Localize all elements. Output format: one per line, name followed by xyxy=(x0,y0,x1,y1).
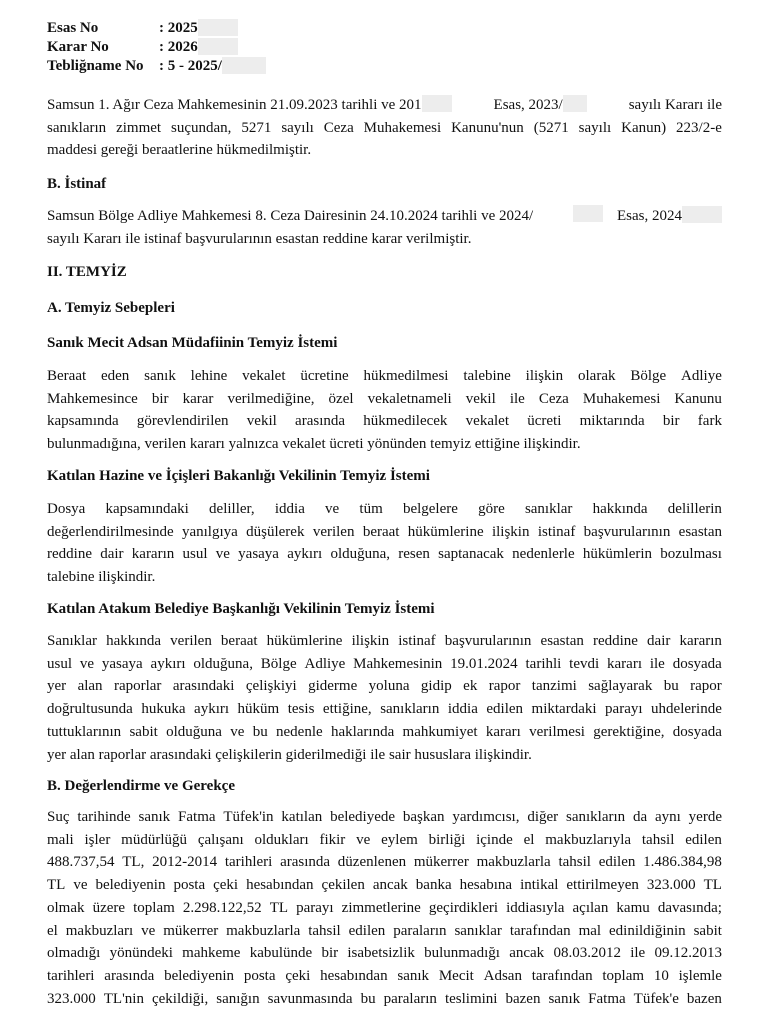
text-line xyxy=(47,410,722,433)
text-line xyxy=(47,675,722,698)
teblig-value: : 5 - 2025/ xyxy=(159,58,222,74)
esas-row xyxy=(47,19,266,38)
text-run: Esas, 2023/ xyxy=(493,97,563,113)
text-line: talebine ilişkindir. xyxy=(47,569,156,586)
text-line xyxy=(47,94,722,117)
text-run: el makbuzları ve mükerrer makbuzlarla tahsil edilen paraların sanıklar tarafından mal edinildiğinin sabit xyxy=(47,922,722,939)
paragraph-ilk-derece xyxy=(47,94,722,162)
text-line xyxy=(47,920,722,943)
text-run: doğrultusunda hukuka aykırı hüküm tesis ettiğine, sanıkların iddia edilen miktardaki parayı uhdelerinde xyxy=(47,701,722,718)
teblig-label: Tebliğname No xyxy=(47,58,144,74)
text-run: Beraat eden sanık lehine vekalet ücretine hükmedilmesi talebine ilişkin olarak Bölge Adliye xyxy=(47,368,722,384)
heading-istinaf: B. İstinaf xyxy=(47,176,107,192)
text-run: TL ve belediyenin posta çeki hesabından çekilen ancak banka hesabına intikal ettirilmeyen 323.000 TL xyxy=(47,877,722,894)
paragraph-degerlendirme xyxy=(47,806,722,1010)
text-line xyxy=(47,988,722,1011)
text-run: reddine dair kararın usul ve yasaya aykırı olduğuna, resen saptanacak nedenlerle hükümlerin bozulması xyxy=(47,546,722,563)
text-run: kapsamında görevlendirilen vekil arasında hükmedilecek vekalet ücreti miktarında bir fark xyxy=(47,413,722,430)
text-run: 323.000 TL'nin çekildiği, sanığın savunmasında bu paraların teslimini bazen sanık Fatma Tüfek'e bazen xyxy=(47,990,722,1007)
text-run: yer alan raporlar arasındaki çelişkiyi giderme yoluna gidip ek rapor tanzimi sağlayarak bu rapor xyxy=(47,678,722,695)
text-run: usul ve yasaya aykırı olduğuna, Bölge Adliye Mahkemesinin 19.01.2024 tarihli tevdi kararı ile dosyada xyxy=(47,655,722,672)
text-line xyxy=(47,543,722,566)
heading-mecit-adsan: Sanık Mecit Adsan Müdafiinin Temyiz İstemi xyxy=(47,335,338,351)
text-run: sanıkların zimmet suçundan, 5271 sayılı Ceza Muhakemesi Kanunu'nun (5271 sayılı Kanun) 223/2-e xyxy=(47,119,722,136)
heading-hazine: Katılan Hazine ve İçişleri Bakanlığı Vekilinin Temyiz İstemi xyxy=(47,468,430,484)
text-line xyxy=(47,942,722,965)
text-line xyxy=(47,630,722,653)
karar-row xyxy=(47,38,266,57)
text-line xyxy=(47,829,722,852)
heading-atakum: Katılan Atakum Belediye Başkanlığı Vekilinin Temyiz İstemi xyxy=(47,601,435,617)
text-run: Suç tarihinde sanık Fatma Tüfek'in katılan belediyede başkan yardımcısı, diğer sanıkların da aynı yerde xyxy=(47,809,722,825)
text-run: Samsun 1. Ağır Ceza Mahkemesinin 21.09.2023 tarihli ve 201 xyxy=(47,97,422,113)
text-run: tarihleri arasında belediyenin posta çeki hesabından sanık Mecit Adsan tarafından toplam 10 işlemle xyxy=(47,967,722,984)
text-run: 488.737,54 TL, 2012-2014 tarihleri arasında düzenlenen mükerrer makbuzlarla tahsil edilen 1.486.384,98 xyxy=(47,854,722,871)
text-run: sayılı Kararı ile xyxy=(628,97,722,113)
text-line xyxy=(47,965,722,988)
text-run: Samsun Bölge Adliye Mahkemesi 8. Ceza Dairesinin 24.10.2024 tarihli ve 2024/ xyxy=(47,208,534,224)
redaction-mark xyxy=(222,57,266,74)
text-line xyxy=(47,498,722,521)
redaction-mark xyxy=(198,38,238,55)
text-line xyxy=(47,874,722,897)
text-run: Esas, 2024 xyxy=(617,208,682,224)
text-line xyxy=(47,205,722,228)
paragraph-istinaf xyxy=(47,205,722,250)
text-line xyxy=(47,897,722,920)
karar-value: : 2026 xyxy=(159,39,198,55)
teblig-row xyxy=(47,57,266,76)
paragraph-atakum xyxy=(47,630,722,766)
text-line xyxy=(47,851,722,874)
text-line: maddesi gereği beraatlerine hükmedilmiştir. xyxy=(47,142,312,159)
text-line xyxy=(47,653,722,676)
text-run: Sanıklar hakkında verilen beraat hükümlerine ilişkin istinaf başvurularının esastan reddine dair kararın xyxy=(47,633,722,649)
redaction-mark xyxy=(198,19,238,36)
redaction-mark xyxy=(573,205,603,222)
text-run: Dosya kapsamındaki deliller, iddia ve tüm belgelere göre sanıklar hakkında delillerin xyxy=(47,501,722,517)
paragraph-mecit-adsan xyxy=(47,365,722,456)
text-run: olmadığı yönündeki mahkeme kabulünde bir isabetsizlik bulunmadığı ancak 08.03.2012 ile 09.12.2013 xyxy=(47,945,722,962)
text-run: Mahkemesince bir karar verilmediğine, özel vekaletnameli vekil ile Ceza Muhakemesi Kanunu xyxy=(47,390,722,407)
text-line xyxy=(47,365,722,388)
case-header xyxy=(47,19,266,76)
esas-label: Esas No xyxy=(47,20,99,36)
text-line xyxy=(47,806,722,829)
redaction-mark xyxy=(682,206,722,223)
text-line xyxy=(47,721,722,744)
karar-label: Karar No xyxy=(47,39,109,55)
text-line xyxy=(47,521,722,544)
esas-value: : 2025 xyxy=(159,20,198,36)
heading-temyiz-sebepleri: A. Temyiz Sebepleri xyxy=(47,300,175,316)
text-run: olmak üzere toplam 2.298.122,52 TL parayı zimmetlerine geçirdikleri iddiasıyla açılan kamu davasında; xyxy=(47,899,722,916)
text-line: sayılı Kararı ile istinaf başvurularının esastan reddine karar verilmiştir. xyxy=(47,230,472,247)
text-line xyxy=(47,117,722,140)
heading-temyiz: II. TEMYİZ xyxy=(47,264,127,280)
text-run: değerlendirilmesinde yanılgıya düşülerek verilen beraat hükümlerine ilişkin istinaf başvurularının esastan xyxy=(47,523,722,540)
heading-degerlendirme: B. Değerlendirme ve Gerekçe xyxy=(47,778,235,794)
redaction-mark xyxy=(563,95,587,112)
text-run: tuttuklarının sabit olduğuna ve bu nedenle haklarında mahkumiyet kararı verilmesi gerektiğine, dosyada xyxy=(47,723,722,740)
text-line xyxy=(47,388,722,411)
text-run: mali işler müdürlüğü çalışanı oldukları fikir ve eylem birliği içinde el makbuzlarıyla tahsil edilen xyxy=(47,831,722,848)
paragraph-hazine xyxy=(47,498,722,589)
redaction-mark xyxy=(422,95,452,112)
text-line: yer alan raporlar arasındaki çelişkilerin giderilmediği ile sair hususlara ilişkindir. xyxy=(47,746,532,763)
text-line xyxy=(47,698,722,721)
text-line: bulunmadığına, verilen kararı yalnızca vekalet ücreti yönünden temyiz ettiğine ilişkindir. xyxy=(47,436,581,453)
